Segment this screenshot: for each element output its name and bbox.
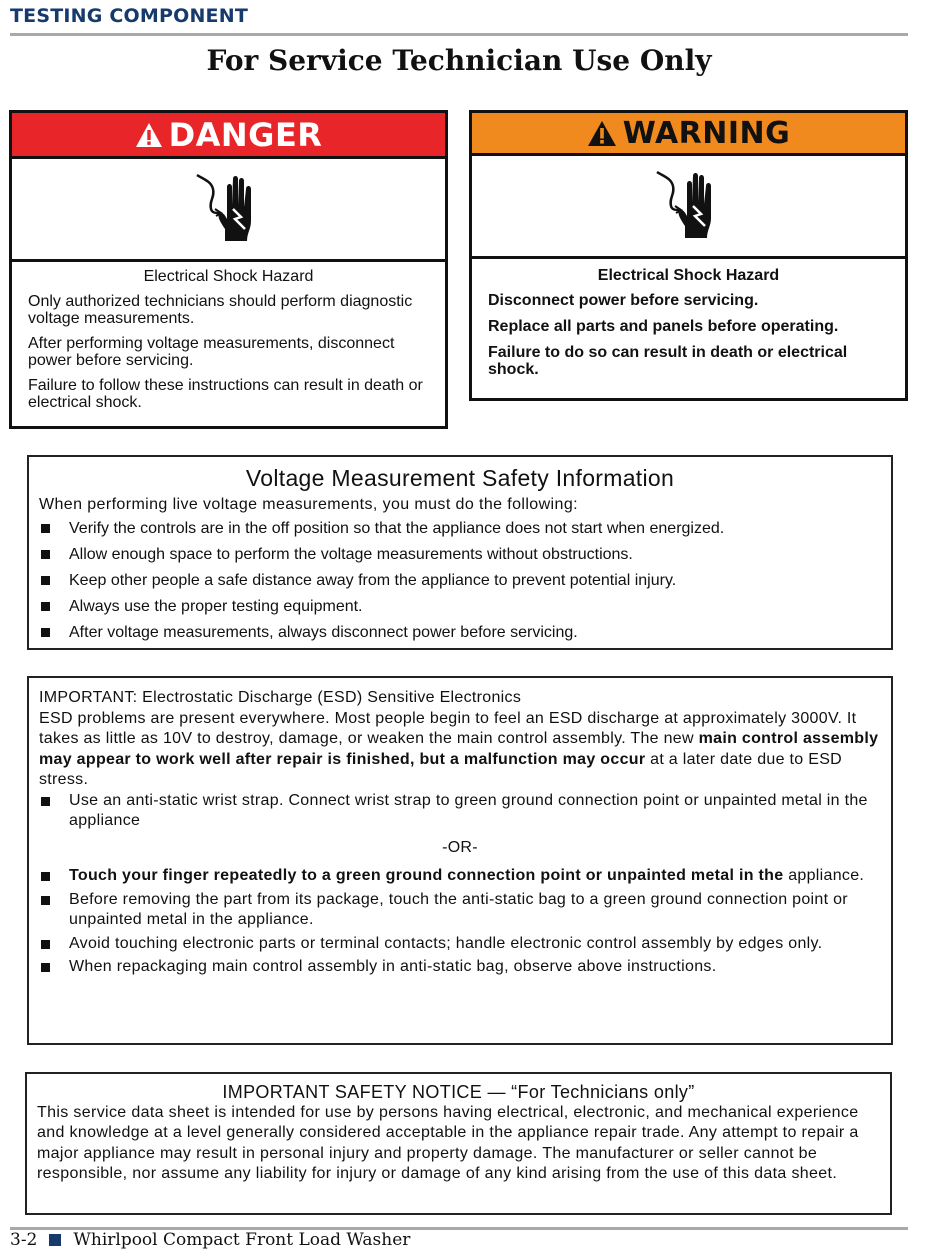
danger-signal-word: DANGER — [168, 115, 323, 154]
list-item: After voltage measurements, always disconnect power before servicing. — [39, 624, 881, 642]
esd-paragraph-text: ESD problems are present everywhere. Most people begin to feel an ESD discharge at approximately 3000V. It takes as little as 10V to destroy, damage, or weaken the main control assembly. The new — [39, 709, 857, 747]
notice-text: This service data sheet is intended for use by persons having electrical, electronic, and mechanical experience and knowledge at a level generally considered acceptable in the appliance repair trade. Any attempt to repair a major appliance may result in personal injury and property damage. The manufacturer or seller cannot be responsible, nor assume any liability for injury or damage of any kind arising from the use of this data sheet. — [37, 1103, 859, 1182]
warning-line: Replace all parts and panels before operating. — [488, 318, 839, 335]
warning-panel — [469, 110, 908, 401]
voltage-list — [39, 520, 881, 642]
danger-line: Failure to follow these instructions can result in death or electrical shock. — [28, 377, 423, 411]
danger-icon-area — [12, 159, 445, 262]
voltage-box-title: Voltage Measurement Safety Information — [245, 465, 675, 491]
list-item: Keep other people a safe distance away from the appliance to prevent potential injury. — [39, 572, 881, 590]
warning-banner — [472, 113, 905, 156]
esd-paragraph — [39, 709, 881, 791]
list-item: Always use the proper testing equipment. — [39, 598, 881, 616]
warning-triangle-icon — [587, 120, 617, 147]
warning-subtitle: Electrical Shock Hazard — [597, 267, 780, 284]
electrical-shock-hand-icon — [189, 169, 269, 249]
or-separator: -OR- — [442, 838, 478, 856]
page-number: 3-2 — [10, 1230, 38, 1250]
danger-line: After performing voltage measurements, disconnect power before servicing. — [28, 335, 395, 369]
list-item-tail: appliance. — [783, 867, 865, 884]
square-bullet-icon — [49, 1234, 61, 1246]
electrical-shock-hand-icon — [649, 166, 729, 246]
esd-paragraph-tail: at a later date due to ESD stress. — [39, 750, 843, 788]
list-item: Use an anti-static wrist strap. Connect wrist strap to green ground connection point or unpainted metal in the appliance — [39, 791, 881, 832]
list-item: Avoid touching electronic parts or terminal contacts; handle electronic control assembly by edges only. — [39, 934, 881, 955]
section-title: TESTING COMPONENT — [10, 5, 248, 27]
esd-list — [39, 791, 881, 832]
list-item: Allow enough space to perform the voltage measurements without obstructions. — [39, 546, 881, 564]
list-item — [39, 866, 881, 887]
danger-panel — [9, 110, 448, 429]
list-item-emphasis: Touch your finger repeatedly to a green ground connection point or unpainted metal in the — [69, 867, 784, 884]
list-item: Before removing the part from its package, touch the anti-static bag to a green ground connection point or unpainted metal in the appliance. — [39, 890, 881, 931]
warning-line: Failure to do so can result in death or electrical shock. — [488, 344, 848, 378]
danger-subtitle: Electrical Shock Hazard — [143, 268, 314, 285]
danger-banner — [12, 113, 445, 159]
esd-box-title: IMPORTANT: Electrostatic Discharge (ESD) Sensitive Electronics — [39, 689, 522, 706]
product-name: Whirlpool Compact Front Load Washer — [73, 1230, 411, 1250]
warning-icon-area — [472, 156, 905, 259]
danger-line: Only authorized technicians should perform diagnostic voltage measurements. — [28, 293, 413, 327]
page-title: For Service Technician Use Only — [206, 44, 712, 77]
voltage-safety-box — [27, 455, 893, 650]
page-footer — [10, 1230, 410, 1250]
esd-box — [27, 676, 893, 1045]
esd-list — [39, 866, 881, 978]
warning-line: Disconnect power before servicing. — [488, 292, 759, 309]
voltage-box-intro: When performing live voltage measurements, you must do the following: — [39, 496, 578, 513]
header-divider — [10, 33, 908, 36]
warning-signal-word: WARNING — [622, 115, 791, 151]
notice-title: IMPORTANT SAFETY NOTICE — “For Technicians only” — [222, 1082, 695, 1102]
list-item: Verify the controls are in the off position so that the appliance does not start when energized. — [39, 520, 881, 538]
list-item: When repackaging main control assembly in anti-static bag, observe above instructions. — [39, 957, 881, 978]
warning-triangle-icon — [135, 122, 163, 148]
esd-paragraph-emphasis: main control assembly may appear to work well after repair is finished, but a malfunction may occur — [39, 730, 879, 768]
safety-notice-box — [25, 1072, 892, 1215]
